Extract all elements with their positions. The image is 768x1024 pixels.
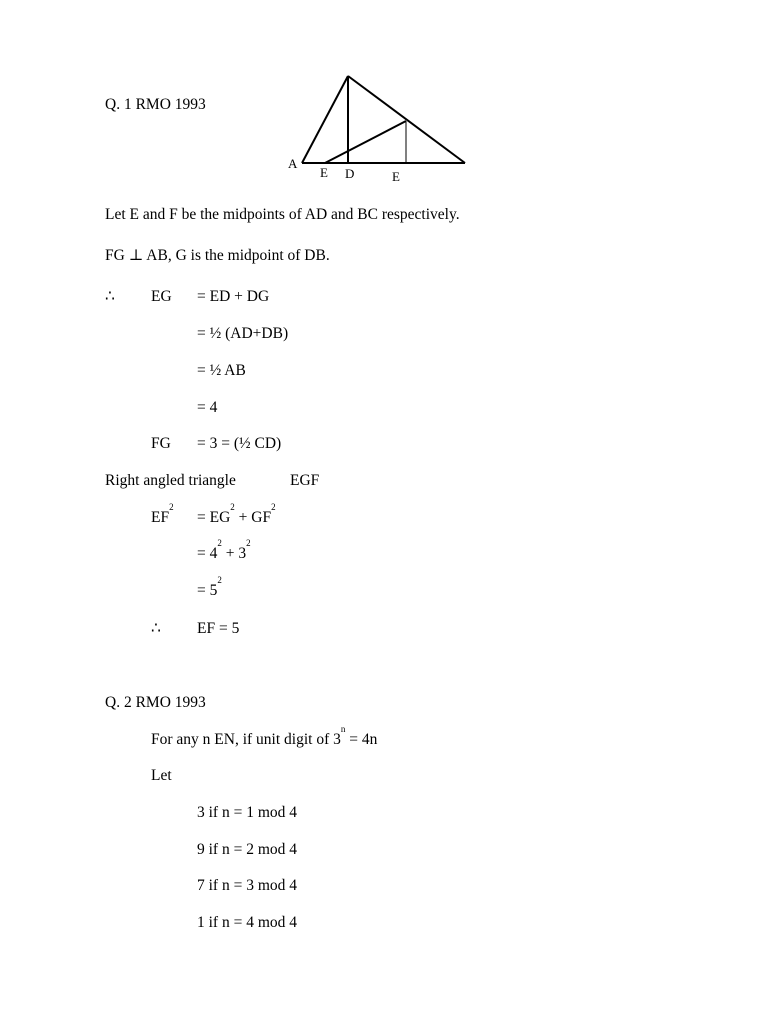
- eg-step-1: = ED + DG: [197, 288, 270, 305]
- q1-heading: Q. 1 RMO 1993: [105, 96, 206, 113]
- ef-label: [151, 502, 174, 527]
- label-e2: E: [392, 169, 400, 184]
- exponent-n: n: [340, 724, 346, 734]
- case-item: 3 if n = 1 mod 4: [197, 804, 298, 821]
- fg-value: = 3 = (½ CD): [197, 435, 282, 452]
- q2-line1-part-b: = 4n: [345, 731, 378, 748]
- ef-equation-1: [197, 502, 276, 527]
- therefore-symbol: ∴: [105, 288, 115, 305]
- triangle-figure: [283, 60, 483, 190]
- q1-line1: Let E and F be the midpoints of AD and BC respectively.: [105, 206, 460, 223]
- ef-eq2-part-a: = 4: [197, 545, 218, 562]
- ef-equation-2: [197, 538, 251, 563]
- right-triangle-label: Right angled triangle: [105, 472, 236, 489]
- q2-line1: [151, 724, 378, 749]
- therefore-symbol-2: ∴: [151, 620, 161, 637]
- label-a: A: [288, 156, 298, 171]
- exponent: 2: [230, 502, 235, 512]
- q2-heading: Q. 2 RMO 1993: [105, 694, 206, 711]
- eg-step-3: = ½ AB: [197, 362, 246, 379]
- exponent: 2: [271, 502, 276, 512]
- case-item: 1 if n = 4 mod 4: [197, 914, 298, 931]
- ef-eq2-part-b: + 3: [221, 545, 247, 562]
- fg-label: FG: [151, 435, 171, 452]
- eg-step-2: = ½ (AD+DB): [197, 325, 289, 342]
- exponent: 2: [217, 575, 222, 585]
- ef-eq1-part-b: + GF: [234, 509, 272, 526]
- q2-let: Let: [151, 767, 172, 784]
- eg-label: EG: [151, 288, 172, 305]
- eg-step-4: = 4: [197, 399, 218, 416]
- ef-equation-3: [197, 575, 222, 600]
- case-item: 7 if n = 3 mod 4: [197, 877, 298, 894]
- label-d: D: [345, 166, 355, 181]
- ef-result: EF = 5: [197, 620, 240, 637]
- label-e1: E: [320, 165, 328, 180]
- right-triangle-name: EGF: [290, 472, 320, 489]
- case-item: 9 if n = 2 mod 4: [197, 841, 298, 858]
- ef-eq1-part-a: = EG: [197, 509, 231, 526]
- ef-text: EF: [151, 509, 170, 526]
- exponent: 2: [169, 502, 174, 512]
- ef-eq3-part-a: = 5: [197, 582, 218, 599]
- exponent: 2: [246, 538, 251, 548]
- q2-line1-part-a: For any n EN, if unit digit of 3: [151, 731, 341, 748]
- q1-line2: FG ⊥ AB, G is the midpoint of DB.: [105, 247, 330, 264]
- exponent: 2: [217, 538, 222, 548]
